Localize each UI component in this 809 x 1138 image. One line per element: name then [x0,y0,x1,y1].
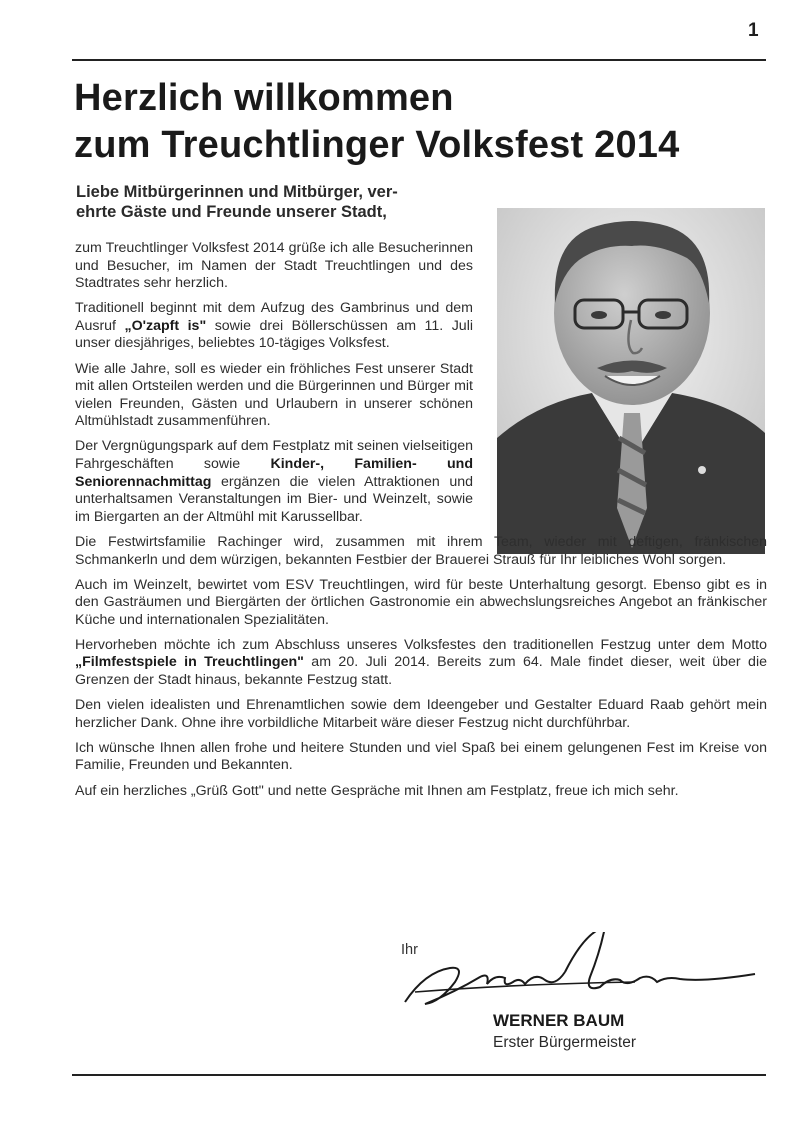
paragraph-4-emphasis: Kinder-, Familien- und Seniorennachmittag [75,456,473,490]
paragraph-2-emphasis: „O'zapft is" [124,317,207,334]
handwritten-signature [395,932,775,1012]
paragraph-6: Auch im Weinzelt, bewirtet vom ESV Treuchtlingen, wird für beste Unterhaltung gesorgt. Ebenso gibt es in den Gasträumen und Biergärten der örtlichen Gastronomie ein abwechslungsreiches Angebot an fränkischer Küche und internationalen Spezialitäten. [75,576,767,628]
paragraph-3: Wie alle Jahre, soll es wieder ein fröhliches Fest unserer Stadt mit allen Ortsteilen werden und die Bürgerinnen und Bürger mit vielen Freunden, Gästen und Urlaubern in unserer schönen Altmühlstadt zusammenführen. [75,360,473,430]
paragraph-7-emphasis: „Filmfestspiele in Treuchtlingen" [75,654,304,671]
page-number: 1 [748,20,759,41]
letter-body [75,240,767,808]
paragraph-4 [75,438,473,526]
title-line-1: Herzlich willkommen [74,77,454,119]
salutation [76,182,486,222]
signature-block [395,932,775,1062]
paragraph-2-text-b: sowie drei Böllerschüssen am 11. Juli unser diesjähriges, beliebtes 10-tägiges Volksfest. [75,317,473,352]
paragraph-4-text-b: ergänzen die vielen Attraktionen und unterhaltsamen Veranstaltungen im Bier- und Weinzelt, sowie im Biergarten an der Altmühl mit Karussellbar. [75,473,473,525]
paragraph-7 [75,637,767,690]
paragraph-4-text-a: Der Vergnügungspark auf dem Festplatz mit seinen vielseitigen Fahrgeschäften sowie [75,438,473,473]
title-line-2: zum Treuchtlinger Volksfest 2014 [74,124,680,166]
page-title [74,75,774,169]
paragraph-7-text-a: Hervorheben möchte ich zum Abschluss unseres Volksfestes den traditionellen Festzug unter dem Motto [75,636,767,653]
top-rule [72,59,766,61]
paragraph-9: Ich wünsche Ihnen allen frohe und heitere Stunden und viel Spaß bei einem gelungenen Fest im Kreise von Familie, Freunden und Bekannten. [75,739,767,774]
salutation-line-1: Liebe Mitbürgerinnen und Mitbürger, ver- [76,183,398,201]
paragraph-1: zum Treuchtlinger Volksfest 2014 grüße ich alle Besucherinnen und Besucher, im Namen der Stadt Treuchtlingen und des Stadtrates sehr herzlich. [75,240,473,292]
salutation-line-2: ehrte Gäste und Freunde unserer Stadt, [76,203,387,221]
paragraph-7-text-b: am 20. Juli 2014. Bereits zum 64. Male findet dieser, weit über die Grenzen der Stadt hinaus, bekannte Festzug statt. [75,654,767,689]
paragraph-8: Den vielen idealisten und Ehrenamtlichen sowie dem Ideengeber und Gestalter Eduard Raab gehört mein herzlicher Dank. Ohne ihre vorbildliche Mitarbeit wäre dieser Festzug nicht durchführbar. [75,697,767,731]
paragraph-10: Auf ein herzliches „Grüß Gott" und nette Gespräche mit Ihnen am Festplatz, freue ich mich sehr. [75,782,679,799]
signer-name: WERNER BAUM [493,1011,625,1030]
paragraph-2-text-a: Traditionell beginnt mit dem Aufzug des Gambrinus und dem Ausruf [75,300,473,334]
bottom-rule [72,1074,766,1076]
signer-role: Erster Bürgermeister [493,1034,636,1051]
paragraph-5: Die Festwirtsfamilie Rachinger wird, zusammen mit ihrem Team, wieder mit deftigen, fränkischen Schmankerln und dem würzigen, bekannten Festbier der Brauerei Strauß für Ihr leibliches Wohl sorgen. [75,533,767,568]
paragraph-2 [75,300,473,353]
closing-word: Ihr [401,942,418,958]
